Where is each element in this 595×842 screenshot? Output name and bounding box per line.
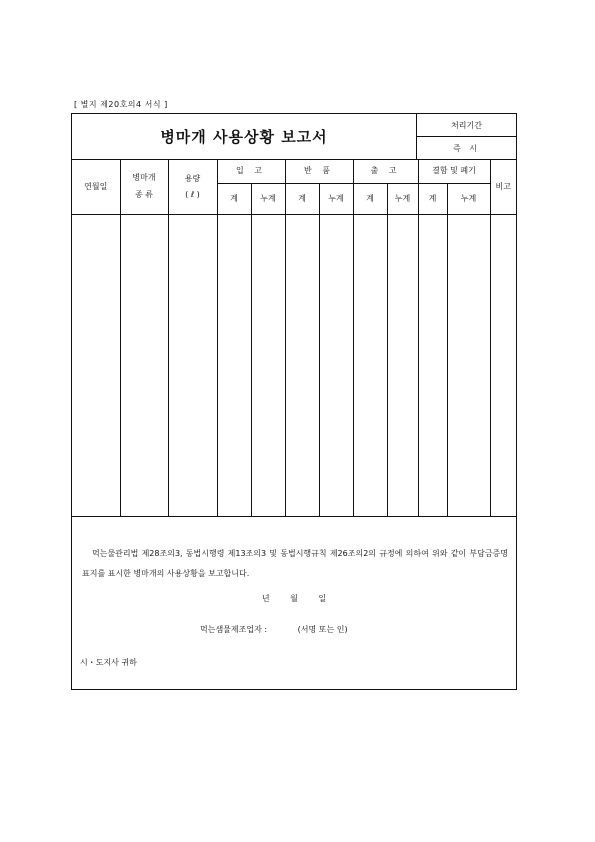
report-footer: [72, 516, 516, 690]
cell-remarks[interactable]: [490, 214, 516, 516]
cell-defect-cumulative[interactable]: [447, 214, 490, 516]
sub-header-cumulative: 누계: [447, 183, 490, 214]
sub-header-total: 계: [217, 183, 251, 214]
header-cap-type: 병마개 종 류: [120, 159, 168, 214]
sub-header-total: 계: [418, 183, 447, 214]
cell-returned-total[interactable]: [285, 214, 319, 516]
header-returned: 반 품: [285, 159, 353, 183]
signer-line: [200, 624, 348, 635]
signer-label: 먹는샘물제조업자 :: [200, 625, 268, 634]
header-date: 연월일: [72, 159, 120, 214]
cell-date[interactable]: [72, 214, 120, 516]
header-incoming: 입 고: [217, 159, 285, 183]
processing-period-value: 즉 시: [453, 143, 480, 153]
cell-incoming-total[interactable]: [217, 214, 251, 516]
header-capacity: 용량 ( ℓ ): [168, 159, 217, 214]
cell-outgoing-total[interactable]: [353, 214, 387, 516]
sub-header-total: 계: [353, 183, 387, 214]
cell-returned-cumulative[interactable]: [319, 214, 353, 516]
sub-header-cumulative: 누계: [251, 183, 285, 214]
report-form: [71, 113, 517, 690]
form-label: [ 별지 제20호의4 서식 ]: [74, 100, 168, 109]
header-remarks: 비고: [490, 159, 516, 214]
cell-capacity[interactable]: [168, 214, 217, 516]
date-line: 년 월 일: [261, 594, 327, 603]
statement-text: 먹는물관리법 제28조의3, 동법시행령 제13조의3 및 동법시행규칙 제26조의2의 규정에 의하여 위와 같이 부담금증명표지를 표시한 병마개의 사용상황을 보고합니다.: [82, 549, 508, 578]
header-outgoing: 출 고: [353, 159, 418, 183]
recipient: 시・도지사 귀하: [80, 658, 137, 667]
sub-header-cumulative: 누계: [319, 183, 353, 214]
signature-field[interactable]: (서명 또는 인): [297, 625, 348, 634]
sub-header-cumulative: 누계: [387, 183, 418, 214]
cell-outgoing-cumulative[interactable]: [387, 214, 418, 516]
processing-period-label: 처리기간: [417, 114, 516, 137]
usage-table: [72, 159, 516, 517]
header-defect-disposal: 결함 및 폐기: [418, 159, 490, 183]
cell-incoming-cumulative[interactable]: [251, 214, 285, 516]
cell-cap-type[interactable]: [120, 214, 168, 516]
table-body-row: [72, 214, 516, 516]
form-title: 병마개 사용상황 보고서: [72, 114, 417, 159]
title-row: [72, 114, 516, 160]
cell-defect-total[interactable]: [418, 214, 447, 516]
sub-header-total: 계: [285, 183, 319, 214]
